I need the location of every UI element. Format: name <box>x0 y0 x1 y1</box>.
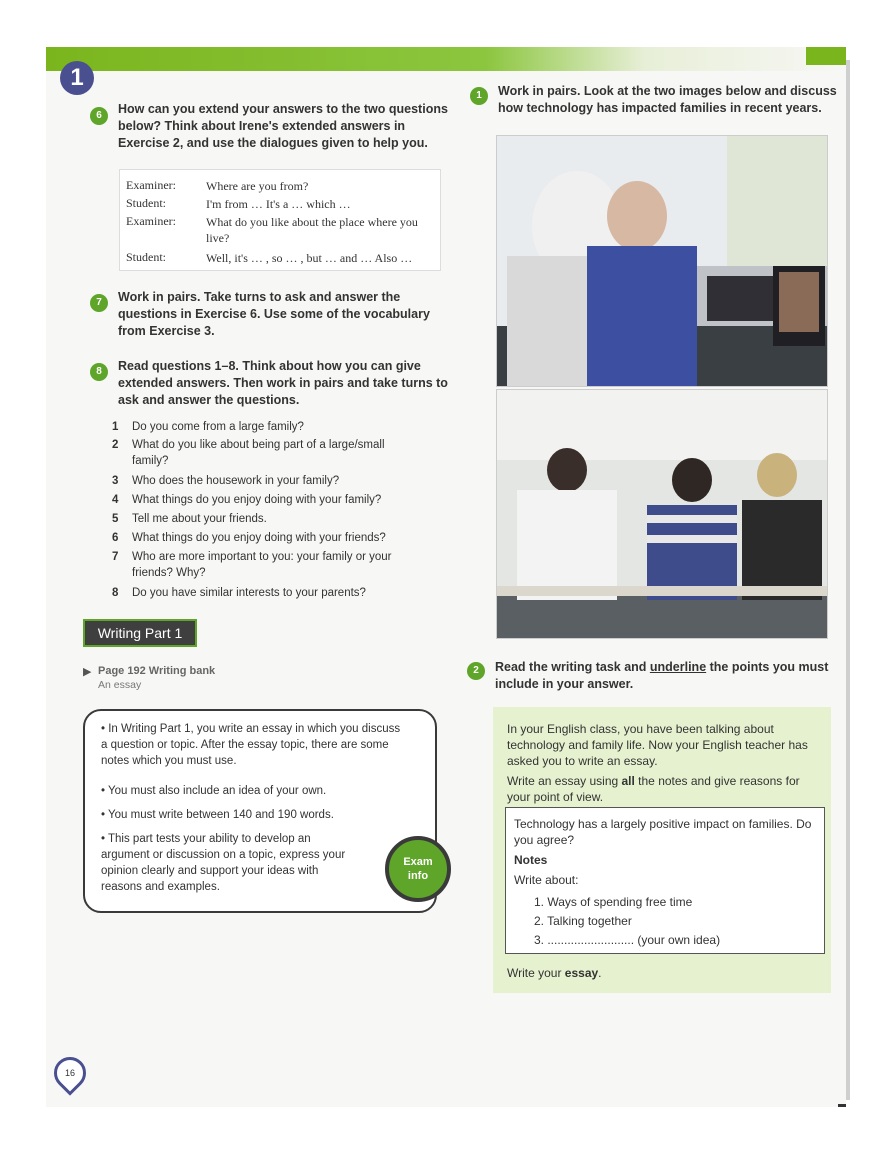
text-part: Write an essay using <box>507 774 622 788</box>
top-color-bar <box>46 47 846 71</box>
text-part: . <box>598 966 602 980</box>
question-text: What do you like about being part of a large/small family? <box>132 439 385 467</box>
write-about-label: Write about: <box>514 873 579 887</box>
section-title: Writing Part 1 <box>83 619 197 647</box>
bullet-text: This part tests your ability to develop an argument or discussion on a topic, express your opinion clearly and support your ideas with reasons and examples. <box>101 833 346 893</box>
question-text: Do you come from a large family? <box>132 421 304 433</box>
speaker-label: Student: <box>126 250 167 264</box>
exercise-7-line-1: Work in pairs. Take turns to ask and answer the <box>118 290 401 304</box>
speaker-label: Examiner: <box>126 178 176 192</box>
task-final-line <box>507 965 817 981</box>
underlined-word: underline <box>649 660 707 674</box>
dialogue-line: Well, it's … , so … , but … and … Also … <box>206 251 413 265</box>
question-number: 8 <box>112 587 119 599</box>
exercise-6-line-3: Exercise 2, and use the dialogues given to help you. <box>118 136 428 150</box>
exam-info-bullet: • You must write between 140 and 190 words. <box>101 809 334 821</box>
text-part: the notes and give reasons for your point of view. <box>507 774 800 804</box>
exercise-1-number: 1 <box>470 87 488 105</box>
question-text: Tell me about your friends. <box>132 513 267 525</box>
exercise-8-number: 8 <box>90 363 108 381</box>
note-item: 3. .......................... (your own idea) <box>534 933 721 947</box>
exercise-6-line-2: below? Think about Irene's extended answers in <box>118 119 406 133</box>
text-part: Read the writing task and <box>495 660 650 674</box>
speaker-label: Examiner: <box>126 214 176 228</box>
play-arrow-icon: ▶ <box>83 666 92 678</box>
dialogue-line: I'm from … It's a … which … <box>206 197 351 211</box>
page-edge-shadow <box>846 60 850 1100</box>
photo-illustration-1 <box>497 136 827 386</box>
exercise-2-instruction <box>495 659 835 693</box>
question-number: 6 <box>112 532 119 544</box>
question-text: Who does the housework in your family? <box>132 475 340 487</box>
question-number: 2 <box>112 439 119 451</box>
exam-info-bullet: • This part tests your ability to develop an argument or discussion on a topic, express your opinion clearly and support your ideas with reasons and examples. <box>101 833 346 893</box>
bold-word: all <box>621 774 635 788</box>
question-number: 3 <box>112 475 119 487</box>
exam-info-box <box>83 709 437 913</box>
dialogue-line: Where are you from? <box>206 179 309 193</box>
question-number: 1 <box>112 421 119 433</box>
exercise-7-instruction <box>118 289 448 340</box>
exercise-8-line-1: Read questions 1–8. Think about how you can give <box>118 359 421 373</box>
question-text: Who are more important to you: your family or your friends? Why? <box>132 551 392 579</box>
page-number: 16 <box>64 1068 75 1078</box>
exercise-7-number: 7 <box>90 294 108 312</box>
text-part: the points you must <box>706 660 829 674</box>
bullet-text: In Writing Part 1, you write an essay in which you discuss a question or topic. After the essay topic, there are some notes which you must use. <box>101 723 401 767</box>
writing-bank-subtitle: An essay <box>98 679 142 691</box>
essay-question: Technology has a largely positive impact on families. Do you agree? <box>514 817 812 847</box>
page-number-marker <box>47 1050 92 1095</box>
corner-mark <box>838 1104 846 1107</box>
bullet-text: You must also include an idea of your own. <box>108 785 327 797</box>
exam-info-badge <box>385 836 451 902</box>
question-number: 4 <box>112 494 119 506</box>
badge-line-1: Exam <box>403 856 433 868</box>
exercise-8-instruction <box>118 358 448 409</box>
essay-question-box <box>505 807 825 954</box>
note-item: 1. Ways of spending free time <box>534 895 693 909</box>
photo-grandparents-video-call <box>496 135 828 387</box>
exercise-2-number: 2 <box>467 662 485 680</box>
exercise-1-line-1: Work in pairs. Look at the two images below and discuss <box>498 84 837 98</box>
task-instruction <box>507 773 817 805</box>
exercise-1-instruction <box>498 83 838 117</box>
exam-info-bullet: • You must also include an idea of your own. <box>101 785 327 797</box>
dialogue-box <box>119 169 441 271</box>
question-text: What things do you enjoy doing with your friends? <box>132 532 386 544</box>
question-number: 7 <box>112 551 119 563</box>
unit-badge: 1 <box>60 61 94 95</box>
exercise-6-instruction <box>118 101 448 152</box>
notes-heading: Notes <box>514 853 548 867</box>
exercise-7-line-3: from Exercise 3. <box>118 324 215 338</box>
dialogue-line: What do you like about the place where you live? <box>206 215 418 245</box>
textbook-page <box>46 47 846 1107</box>
question-number: 5 <box>112 513 119 525</box>
exercise-6-number: 6 <box>90 107 108 125</box>
photo-illustration-2 <box>497 390 827 638</box>
exam-info-bullet: • In Writing Part 1, you write an essay in which you discuss a question or topic. After the essay topic, there are some notes which you must use. <box>101 723 401 767</box>
exercise-8-line-3: ask and answer the questions. <box>118 393 300 407</box>
note-item: 2. Talking together <box>534 914 632 928</box>
exercise-2-line-1 <box>495 659 835 676</box>
bold-word: essay <box>564 966 599 980</box>
exercise-1-line-2: how technology has impacted families in recent years. <box>498 101 822 115</box>
task-intro: In your English class, you have been talking about technology and family life. Now your English teacher has asked you to write an essay. <box>507 722 808 768</box>
exercise-2-line-2: include in your answer. <box>495 677 634 691</box>
question-text: What things do you enjoy doing with your family? <box>132 494 382 506</box>
exercise-8-line-2: extended answers. Then work in pairs and take turns to <box>118 376 448 390</box>
bullet-text: You must write between 140 and 190 words. <box>108 809 334 821</box>
top-corner-bar <box>806 47 846 65</box>
question-text: Do you have similar interests to your parents? <box>132 587 366 599</box>
text-part: Write your <box>507 966 565 980</box>
exercise-7-line-2: questions in Exercise 6. Use some of the vocabulary <box>118 307 430 321</box>
writing-task-box <box>493 707 831 993</box>
writing-bank-link[interactable]: Page 192 Writing bank <box>98 665 216 677</box>
badge-line-2: info <box>407 870 429 882</box>
exercise-6-line-1: How can you extend your answers to the two questions <box>118 102 448 116</box>
speaker-label: Student: <box>126 196 167 210</box>
photo-family-on-phones <box>496 389 828 639</box>
